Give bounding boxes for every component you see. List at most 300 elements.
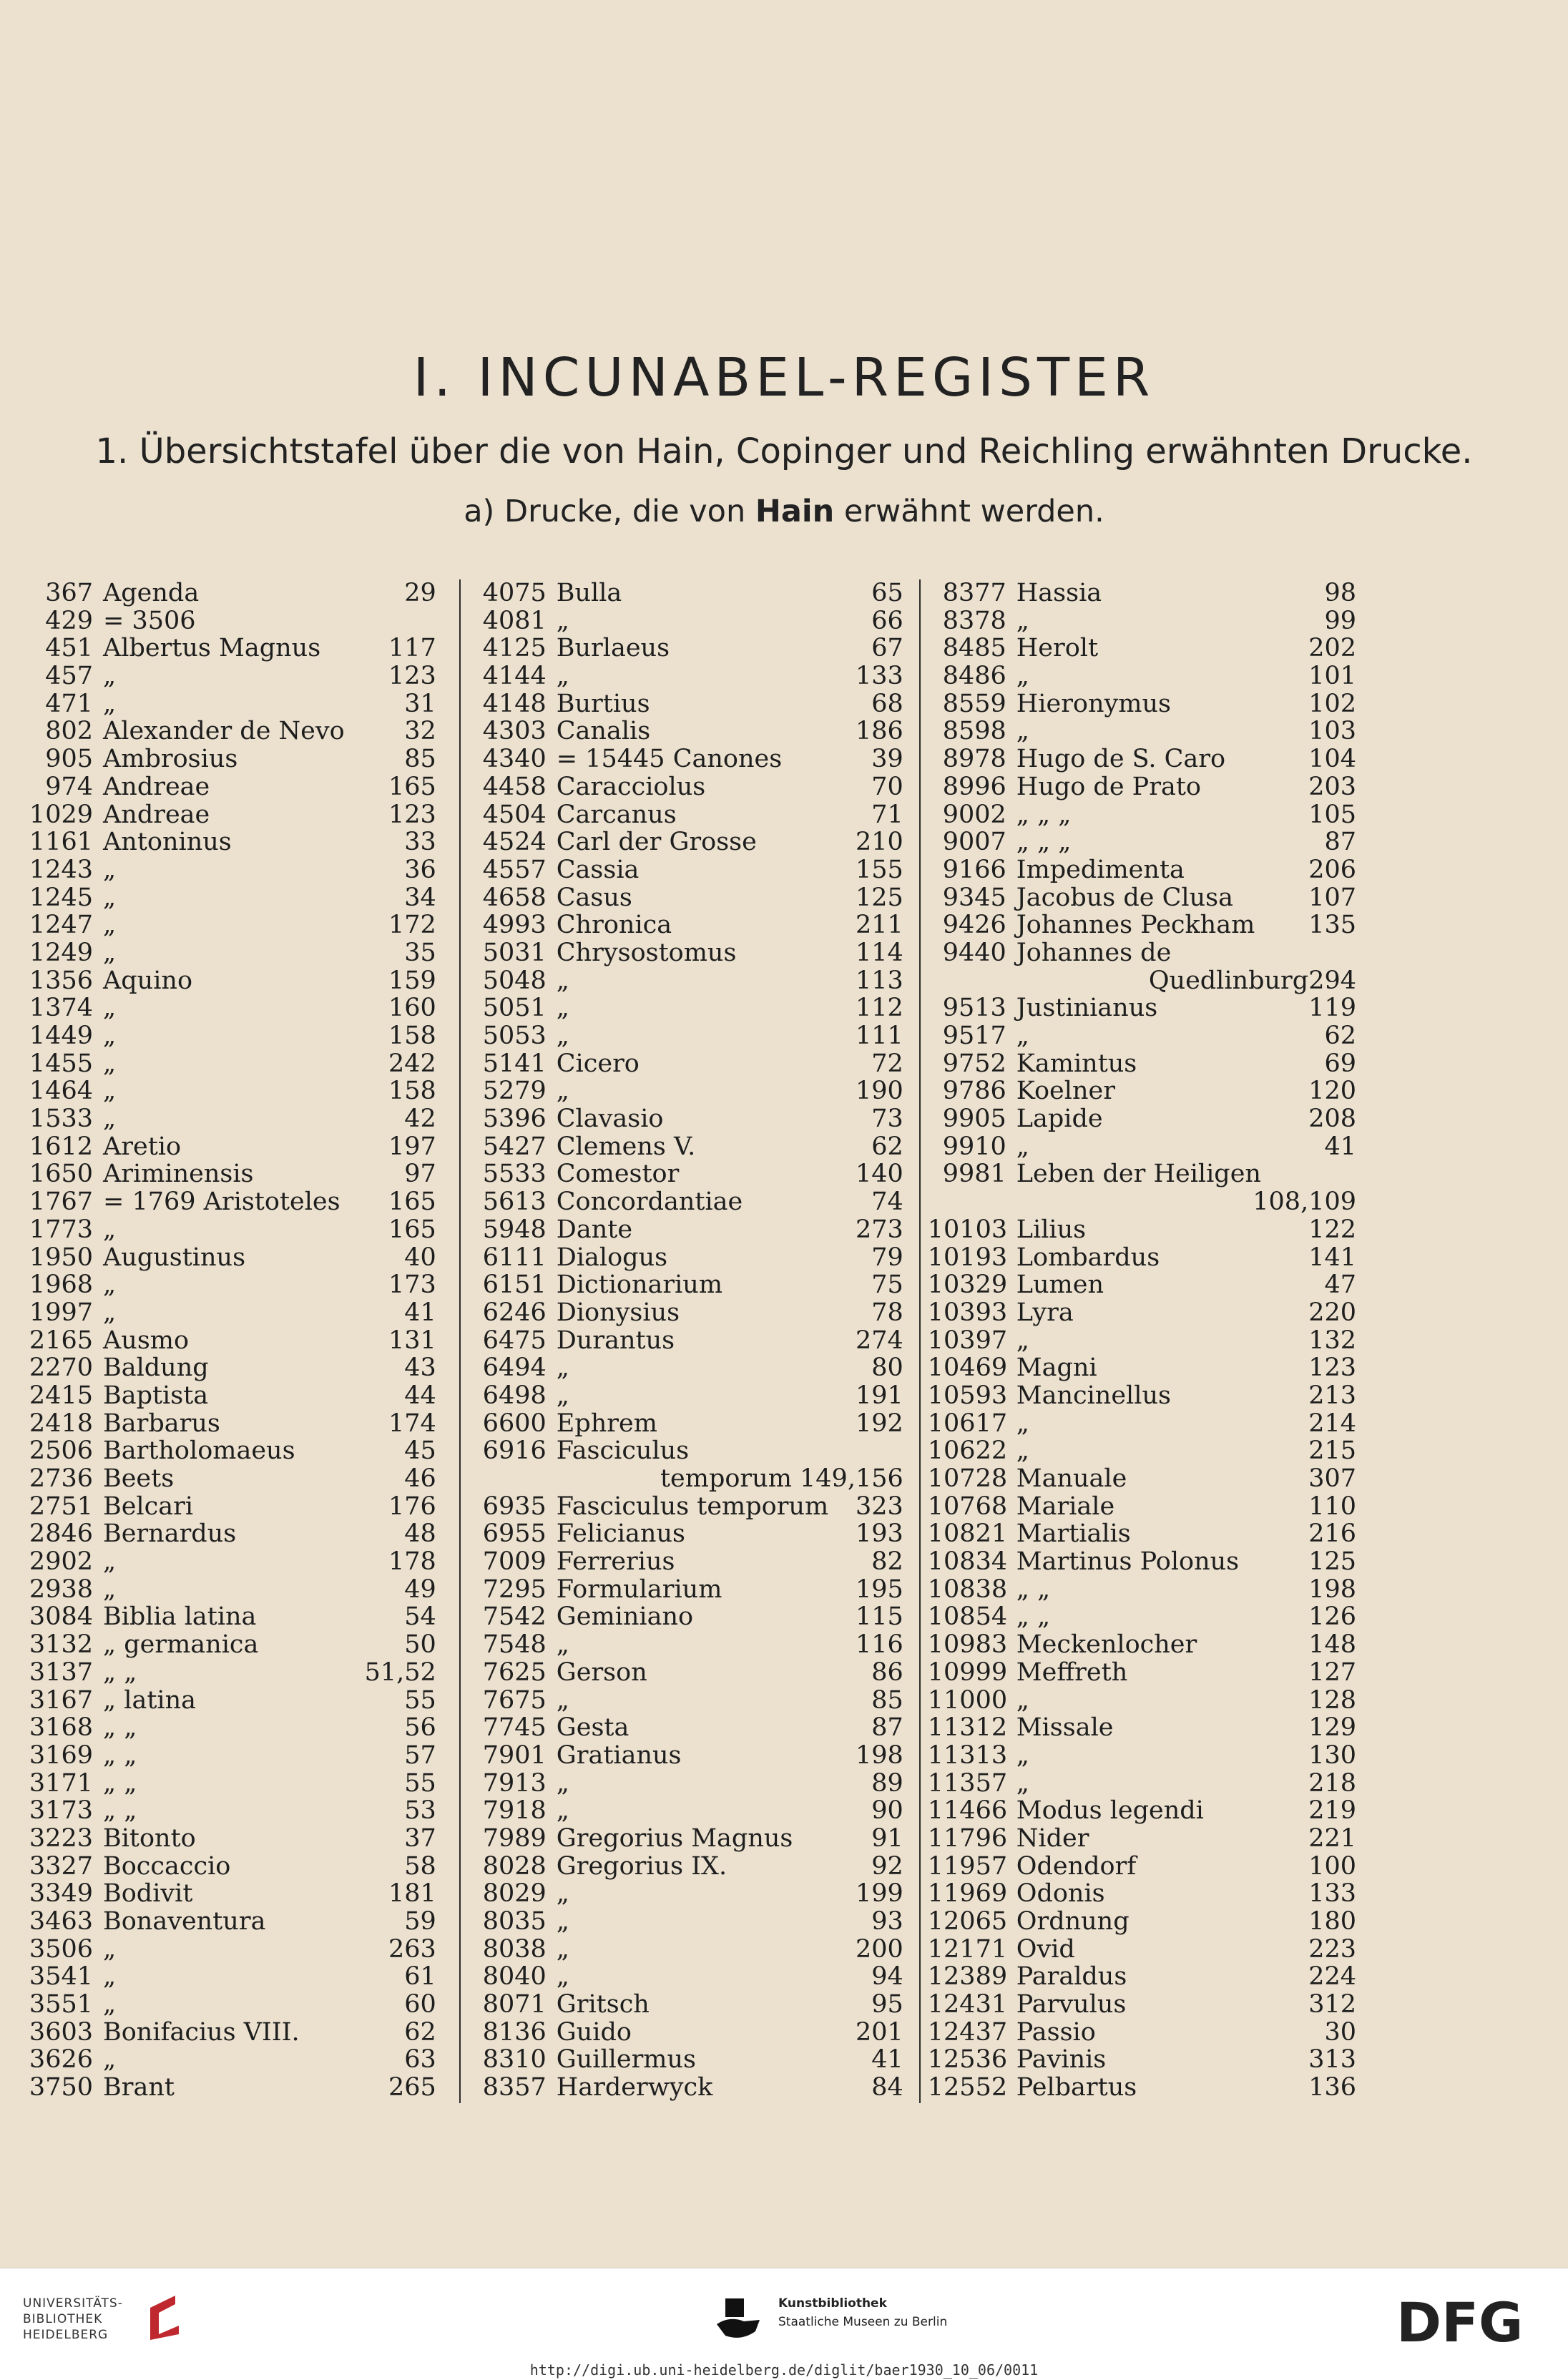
register-entry [21,1327,446,1355]
page-ref: 156 [855,1464,903,1493]
kunstbibliothek-name: Kunstbibliothek [778,2296,887,2311]
hain-number: 9513 [942,994,1006,1023]
page-ref: 203 [1308,772,1357,801]
register-entry [468,1437,913,1465]
kunstbibliothek-icon [715,2296,767,2343]
hain-number: 7745 [482,1713,547,1743]
register-entry [21,1271,446,1299]
entry-name: „ „ [1016,1575,1051,1604]
hain-number: 4144 [482,662,547,691]
hain-number: 8486 [942,662,1006,691]
page-ref: 214 [1308,1409,1357,1438]
page-ref: 210 [855,828,903,857]
entry-name: Mariale [1016,1492,1115,1521]
hain-number: 8310 [482,2045,547,2075]
entry-name: Passio [1016,2017,1096,2047]
hain-number: 5053 [482,1022,547,1050]
page-ref: 313 [1308,2045,1357,2075]
hain-number: 6600 [482,1409,547,1438]
entry-name: Manuale [1016,1464,1127,1493]
register-entry [928,1354,1366,1382]
page-ref: 133 [1308,1879,1357,1909]
page-ref: 101 [1308,662,1357,691]
register-entry [928,1714,1366,1742]
hain-number: 802 [45,717,93,746]
register-entry [468,1908,913,1936]
entry-name: Bartholomaeus [103,1436,295,1466]
page-ref: 201 [855,2017,903,2047]
hain-number: 10617 [927,1409,1008,1438]
register-entry [21,2074,446,2102]
register-entry [468,1493,913,1521]
register-entry [928,745,1366,773]
entry-name: Gerson [556,1657,647,1687]
page-title: I. INCUNABEL-REGISTER [413,347,1155,408]
hain-number: 1449 [29,1022,93,1050]
kunstbibliothek-subtitle: Staatliche Museen zu Berlin [778,2315,948,2329]
hain-number: 6246 [482,1298,547,1327]
page-ref: 224 [1308,1962,1357,1992]
hain-number: 7901 [482,1740,547,1770]
page-ref: 41 [871,2045,903,2075]
hain-number: 4081 [482,606,547,635]
entry-name: „ [1016,717,1029,746]
entry-name: „ [1016,1409,1029,1438]
entry-name: Dante [556,1215,633,1244]
uhd-logo-text[interactable] [23,2296,123,2343]
register-entry [928,856,1366,884]
entry-name: Harderwyck [556,2073,713,2102]
register-entry [928,2074,1366,2102]
page-ref: 160 [388,994,436,1023]
hain-number: 11312 [927,1713,1008,1743]
register-entry [21,1188,446,1216]
register-entry [928,911,1366,939]
hain-number: 10593 [927,1381,1008,1410]
entry-name: Dionysius [556,1298,680,1327]
register-entry [928,967,1366,995]
entry-name: = 15445 Canones [556,745,783,774]
register-entry [928,1963,1366,1991]
page-ref: 41 [1324,1132,1357,1161]
hain-number: 1249 [29,938,93,967]
register-entry [468,1770,913,1798]
page-ref: 85 [871,1685,903,1715]
hain-number: 9910 [942,1132,1006,1161]
hain-number: 3349 [29,1879,93,1909]
entry-name: Koelner [1016,1077,1115,1106]
entry-name: Concordantiae [556,1187,743,1217]
page-ref: 40 [404,1243,436,1272]
register-entry [468,1188,913,1216]
register-entry [21,1354,446,1382]
hain-number: 5048 [482,966,547,995]
page-ref: 213 [1308,1381,1357,1410]
register-entry [928,1410,1366,1438]
entry-name: „ „ [103,1768,137,1798]
entry-name: Bonaventura [103,1907,266,1936]
page-ref: 91 [871,1823,903,1853]
register-entry [21,828,446,856]
register-entry [21,1520,446,1548]
page-ref: 80 [871,1353,903,1383]
entry-name: Martialis [1016,1519,1131,1549]
register-entry [928,579,1366,607]
hain-number: 10622 [927,1436,1008,1466]
page-ref: 103 [1308,717,1357,746]
entry-name: Magni [1016,1353,1097,1383]
uhd-line-1: UNIVERSITÄTS- [23,2296,123,2311]
register-entry [928,1576,1366,1604]
entry-name: „ [556,1077,569,1106]
page-ref: 123 [388,662,436,691]
entry-name: Ovid [1016,1934,1075,1964]
page-ref: 48 [404,1519,436,1549]
page-ref: 92 [871,1851,903,1881]
section-heading: 1. Übersichtstafel über die von Hain, Copinger und Reichling erwähnten Drucke. [95,431,1473,471]
hain-number: 3171 [29,1768,93,1798]
hain-number: 367 [45,579,93,607]
hain-number: 1161 [29,828,93,857]
page-ref: 85 [404,745,436,774]
register-entry [21,1687,446,1715]
uhd-line-2: BIBLIOTHEK [23,2312,103,2326]
entry-name: Barbarus [103,1409,220,1438]
hain-number: 5533 [482,1160,547,1189]
entry-name: Impedimenta [1016,855,1185,884]
page-ref: 72 [871,1049,903,1078]
entry-name: Aretio [103,1132,182,1161]
register-entry [21,1631,446,1659]
entry-name: Leben der Heiligen [1016,1160,1261,1189]
entry-name: Gregorius Magnus [556,1823,793,1853]
register-entry [928,1936,1366,1964]
page-ref: 274 [855,1326,903,1355]
page-ref: 44 [404,1381,436,1410]
entry-name: Casus [556,883,632,912]
page-ref: 119 [1308,994,1357,1023]
dfg-logo-text: DFG [1396,2297,1524,2349]
hain-number: 11957 [927,1851,1008,1881]
register-entry [928,1160,1366,1188]
page-ref: 104 [1308,745,1357,774]
entry-name: Nider [1016,1823,1089,1853]
hain-number: 3551 [29,1990,93,2019]
entry-name: „ [556,1630,569,1660]
entry-name: Bernardus [103,1519,237,1549]
hain-number: 3603 [29,2017,93,2047]
register-entry [21,1493,446,1521]
hain-number: 2506 [29,1436,93,1466]
entry-name: Albertus Magnus [103,634,321,663]
page-ref: 113 [855,966,903,995]
page-ref: 215 [1308,1436,1357,1466]
page-ref: 102 [1308,689,1357,718]
page-ref: 173 [388,1270,436,1300]
hain-number: 10397 [927,1326,1008,1355]
entry-name: Gritsch [556,1990,650,2019]
page-ref: 82 [871,1547,903,1577]
hain-number: 3167 [29,1685,93,1715]
page-ref: 155 [855,855,903,884]
hain-number: 2846 [29,1519,93,1549]
hain-number: 3626 [29,2045,93,2075]
entry-name: Ausmo [103,1326,190,1355]
page-ref: 98 [1324,579,1357,607]
register-entry [21,1908,446,1936]
permalink-url[interactable]: http://digi.ub.uni-heidelberg.de/diglit/baer1930_10_06/0011 [529,2361,1039,2379]
hain-number: 9786 [942,1077,1006,1106]
entry-name: „ [103,1962,117,1992]
entry-name: Burlaeus [556,634,670,663]
page-ref: 307 [1308,1464,1357,1493]
page-ref: 39 [871,745,903,774]
hain-number: 4524 [482,828,547,857]
entry-name: Belcari [103,1492,194,1521]
dfg-logo[interactable] [1396,2297,1547,2349]
hain-number: 1968 [29,1270,93,1300]
entry-name: Gesta [556,1713,629,1743]
page-ref: 133 [855,662,903,691]
page-ref: 61 [404,1962,436,1992]
page-ref: 312 [1308,1990,1357,2019]
entry-name: Ephrem [556,1409,657,1438]
register-entry [468,801,913,829]
page-ref: 216 [1308,1519,1357,1549]
page-ref: 62 [1324,1022,1357,1050]
hain-number: 1243 [29,855,93,884]
hain-number: 3173 [29,1796,93,1826]
hain-number: 451 [45,634,93,663]
register-entry [928,994,1366,1022]
page-ref: 84 [871,2073,903,2102]
register-entry [468,773,913,801]
register-entry [928,939,1366,967]
hain-number: 2270 [29,1353,93,1383]
register-entry [21,1880,446,1908]
page-ref: 55 [404,1768,436,1798]
register-entry [21,884,446,912]
register-entry [21,1382,446,1410]
register-entry [468,884,913,912]
hain-number: 10728 [927,1464,1008,1493]
entry-name: Bodivit [103,1879,193,1909]
hain-number: 10854 [927,1602,1008,1632]
entry-name: „ [103,1022,117,1050]
hain-number: 974 [45,772,93,801]
hain-number: 1455 [29,1049,93,1078]
page-ref: 58 [404,1851,436,1881]
register-entry [928,1880,1366,1908]
entry-name: „ [556,1768,569,1798]
register-entry [928,828,1366,856]
page-ref: 265 [388,2073,436,2102]
subsection-suffix: erwähnt werden. [843,494,1104,529]
hain-number: 8357 [482,2073,547,2102]
entry-name: „ [556,1796,569,1826]
entry-name: Carcanus [556,800,677,829]
page-ref: 186 [855,717,903,746]
hain-number: 4993 [482,911,547,940]
entry-name: Quedlinburg [1148,966,1309,995]
hain-number: 1773 [29,1215,93,1244]
register-entry [468,967,913,995]
hain-number: 8136 [482,2017,547,2047]
hain-number: 8377 [942,579,1006,607]
page-ref: 37 [404,1823,436,1853]
register-entry [468,2019,913,2047]
register-entry [21,745,446,773]
entry-name: „ [103,855,117,884]
register-entry [21,2019,446,2047]
page-ref: 199 [855,1879,903,1909]
entry-name: Andreae [103,800,210,829]
hain-number: 12171 [927,1934,1008,1964]
page-ref: 34 [404,883,436,912]
hain-number: 6498 [482,1381,547,1410]
hain-number: 6916 [482,1436,547,1466]
entry-name: „ „ [103,1657,137,1687]
hain-number: 3084 [29,1602,93,1632]
hain-number: 4458 [482,772,547,801]
register-entry [928,1853,1366,1881]
entry-name: Ambrosius [103,745,238,774]
hain-number: 1247 [29,911,93,940]
hain-number: 1767 [29,1187,93,1217]
uhd-logo-icon[interactable] [143,2290,186,2347]
hain-number: 1612 [29,1132,93,1161]
entry-name: Antoninus [103,828,232,857]
page-ref: 75 [871,1270,903,1300]
hain-number: 10834 [927,1547,1008,1577]
entry-name: Parvulus [1016,1990,1127,2019]
page-ref: 89 [871,1768,903,1798]
entry-name: Baldung [103,1353,209,1383]
register-entry [928,1077,1366,1105]
hain-number: 10999 [927,1657,1008,1687]
entry-name: „ [1016,1768,1029,1798]
register-entry [928,1271,1366,1299]
register-entry [468,1410,913,1438]
register-entry [468,1963,913,1991]
entry-name: Andreae [103,772,210,801]
entry-name: „ [103,1547,117,1577]
hain-number: 7918 [482,1796,547,1826]
hain-number: 8978 [942,745,1006,774]
entry-name: „ [103,938,117,967]
register-entry [928,690,1366,718]
hain-number: 6955 [482,1519,547,1549]
register-entry [21,939,446,967]
page-ref: 191 [855,1381,903,1410]
entry-name: Dialogus [556,1243,668,1272]
entry-name: „ „ [1016,1602,1051,1632]
register-entry [928,773,1366,801]
register-entry [928,1520,1366,1548]
register-entry [468,1853,913,1881]
entry-name: Odonis [1016,1879,1105,1909]
hain-number: 2415 [29,1381,93,1410]
register-entry [21,1216,446,1244]
register-entry [468,828,913,856]
entry-name: „ [1016,662,1029,691]
page-ref: 87 [1324,828,1357,857]
hain-number: 11357 [927,1768,1008,1798]
register-entry [928,1244,1366,1272]
hain-number: 9345 [942,883,1006,912]
page-ref: 31 [404,689,436,718]
entry-name: „ [103,689,117,718]
page-ref: 111 [855,1022,903,1050]
hain-number: 5031 [482,938,547,967]
register-entry [928,718,1366,745]
register-entry [468,1382,913,1410]
hain-number: 10103 [927,1215,1008,1244]
hain-number: 7989 [482,1823,547,1853]
hain-number: 3541 [29,1962,93,1992]
subsection-hain: Hain [755,494,835,529]
hain-number: 9752 [942,1049,1006,1078]
register-entry [21,1714,446,1742]
register-entry [21,1742,446,1770]
page-ref: 190 [855,1077,903,1106]
register-entry [468,1077,913,1105]
page-ref: 197 [388,1132,436,1161]
register-column-2 [468,579,913,2102]
entry-name: Lapide [1016,1105,1103,1134]
hain-number: 2736 [29,1464,93,1493]
entry-name: „ latina [103,1685,196,1715]
entry-name: Pavinis [1016,2045,1107,2075]
hain-number: 9426 [942,911,1006,940]
hain-number: 1464 [29,1077,93,1106]
register-entry [468,1050,913,1078]
page-ref: 36 [404,855,436,884]
register-entry [928,801,1366,829]
register-entry [468,1299,913,1327]
page-ref: 158 [388,1077,436,1106]
page-ref: 73 [871,1105,903,1134]
register-entry [21,1659,446,1687]
entry-name: Agenda [103,579,200,607]
entry-name: Missale [1016,1713,1114,1743]
register-entry [928,1437,1366,1465]
hain-number: 3137 [29,1657,93,1687]
register-entry [468,1687,913,1715]
entry-name: Beets [103,1464,175,1493]
page-ref: 206 [1308,855,1357,884]
register-entry [21,1603,446,1631]
entry-name: Ordnung [1016,1907,1130,1936]
page-ref: 110 [1308,1492,1357,1521]
entry-name: Burtius [556,689,650,718]
register-entry [928,1770,1366,1798]
page-ref: 35 [404,938,436,967]
hain-number: 1650 [29,1160,93,1189]
entry-name: Mancinellus [1016,1381,1171,1410]
page-ref: 70 [871,772,903,801]
page-ref: 63 [404,2045,436,2075]
register-entry [21,635,446,662]
page-ref: 220 [1308,1298,1357,1327]
hain-number: 9981 [942,1160,1006,1189]
hain-number: 2418 [29,1409,93,1438]
hain-number: 11796 [927,1823,1008,1853]
page-ref: 67 [871,634,903,663]
register-entry [21,1465,446,1493]
hain-number: 7548 [482,1630,547,1660]
entry-name: Clemens V. [556,1132,696,1161]
